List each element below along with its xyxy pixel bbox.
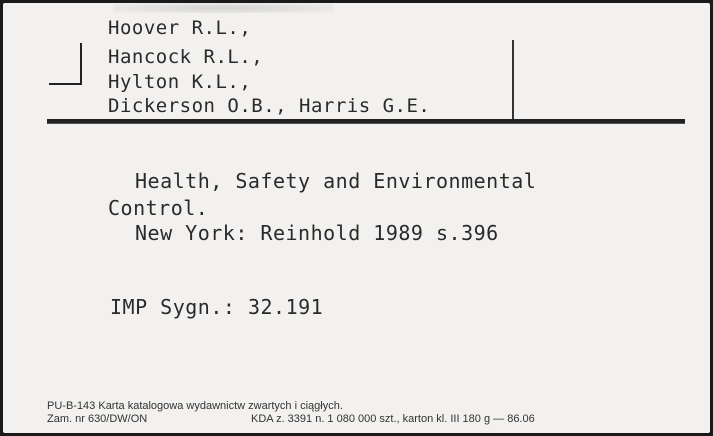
bracket-horizontal-line [49,83,82,85]
author-line-2: Hancock R.L., [108,46,264,68]
imprint-line: New York: Reinhold 1989 s.396 [135,221,499,245]
catalog-card [3,3,710,433]
header-divider-line [512,40,514,120]
signature-line: IMP Sygn.: 32.191 [110,295,324,319]
footer-line-1: PU-B-143 Karta katalogowa wydawnictw zwartych i ciągłych. [47,400,343,412]
title-line-2: Control. [108,196,209,220]
author-line-1: Hoover R.L., [108,17,252,39]
title-line-1: Health, Safety and Environmental [135,169,537,193]
author-line-4: Dickerson O.B., Harris G.E. [108,95,431,117]
ink-smudge [113,3,333,13]
footer-order-number: Zam. nr 630/DW/ON [47,413,148,425]
author-line-3: Hylton K.L., [108,71,252,93]
footer-print-info: KDA z. 3391 n. 1 080 000 szt., karton kl. III 180 g — 86.06 [251,413,535,425]
bracket-vertical-line [80,43,82,85]
header-rule [47,119,685,124]
